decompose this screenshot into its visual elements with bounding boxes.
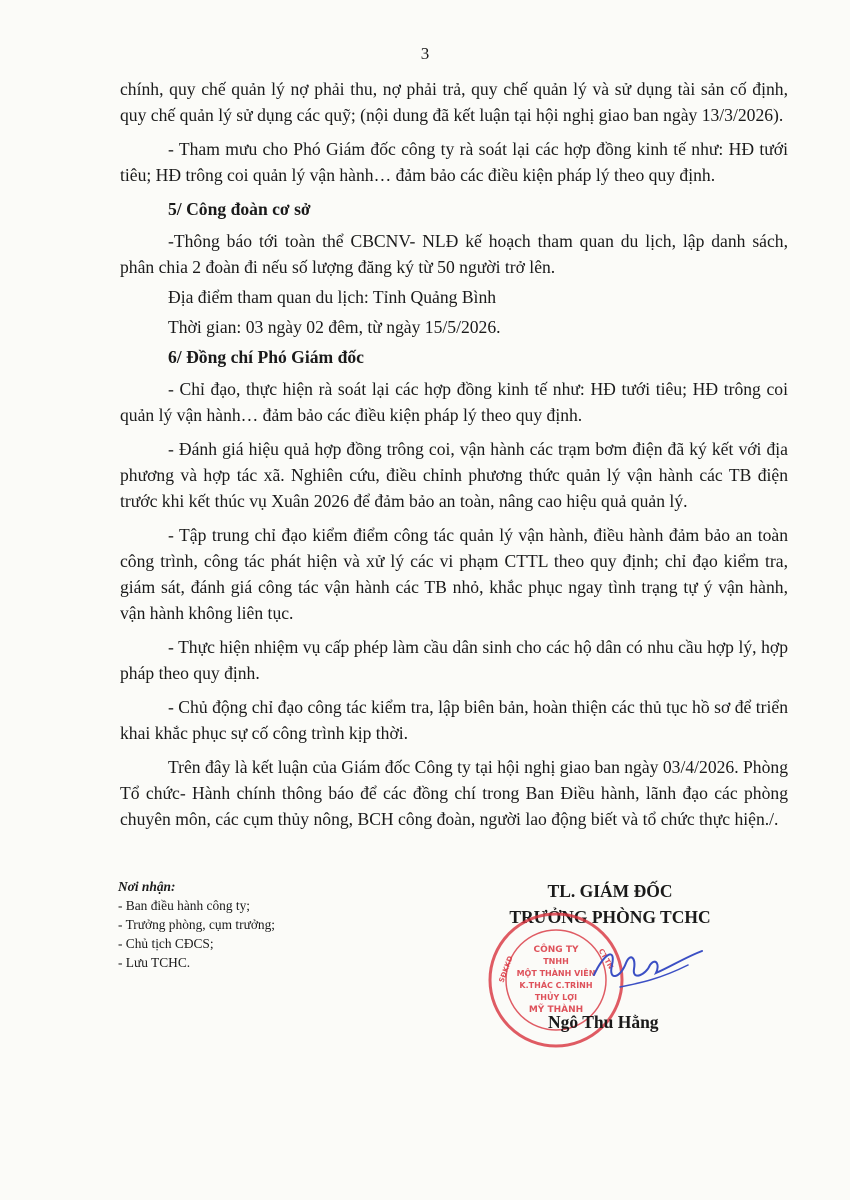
svg-text:TNHH: TNHH [543,957,569,966]
svg-text:SĐKKD: SĐKKD [497,954,515,984]
paragraph-advise-contracts: - Tham mưu cho Phó Giám đốc công ty rà soát lại các hợp đồng kinh tế như: HĐ tưới tiêu; HĐ trông coi quản lý vận hành… đảm bảo các điều kiện pháp lý theo quy định. [120,139,788,185]
recipients-title: Nơi nhận: [118,879,176,894]
document-body [120,76,788,840]
signer-name: Ngô Thu Hằng [548,1012,659,1032]
svg-text:MỘT THÀNH VIÊN: MỘT THÀNH VIÊN [516,969,596,978]
recipients-block [118,877,418,972]
paragraph-union-tour: -Thông báo tới toàn thể CBCNV- NLĐ kế hoạch tham quan du lịch, lập danh sách, phân chia 2 đoàn đi nếu số lượng đăng ký từ 50 người trở lên. [120,231,788,277]
page-number: 3 [420,44,430,63]
section-heading-deputy-director: 6/ Đồng chí Phó Giám đốc [168,347,364,367]
paragraph-review-contracts: - Chỉ đạo, thực hiện rà soát lại các hợp đồng kinh tế như: HĐ tưới tiêu; HĐ trông coi quản lý vận hành… đảm bảo các điều kiện pháp lý theo quy định. [120,379,788,425]
recipient-item: - Ban điều hành công ty; [118,898,251,913]
paragraph-conclusion: Trên đây là kết luận của Giám đốc Công ty tại hội nghị giao ban ngày 03/4/2026. Phòng Tổ chức- Hành chính thông báo để các đồng chí trong Ban Điều hành, lãnh đạo các phòng chuyên môn, các cụm thủy nông, BCH công đoàn, người lao động biết và tổ chức thực hiện./. [120,757,788,829]
svg-text:K.THÁC C.TRÌNH: K.THÁC C.TRÌNH [519,981,593,990]
recipient-item: - Lưu TCHC. [118,955,191,970]
svg-text:THỦY LỢI: THỦY LỢI [534,993,578,1002]
paragraph-tour-time: Thời gian: 03 ngày 02 đêm, từ ngày 15/5/2026. [168,317,501,337]
svg-text:CÔNG TY: CÔNG TY [533,945,579,955]
paragraph-continuation: chính, quy chế quản lý nợ phải thu, nợ phải trả, quy chế quản lý và sử dụng tài sản cố định, quy chế quản lý sử dụng các quỹ; (nội dung đã kết luận tại hội nghị giao ban ngày 13/3/2026). [120,79,788,125]
svg-text:MỸ THÀNH: MỸ THÀNH [528,1005,584,1015]
paragraph-inspection: - Tập trung chỉ đạo kiểm điểm công tác quản lý vận hành, điều hành đảm bảo an toàn công trình, công tác phát hiện và xử lý các vi phạm CTTL theo quy định; chỉ đạo kiểm tra, giám sát, đánh giá công tác vận hành các TB nhỏ, khắc phục ngay tình trạng tự ý vận hành, vận hành không liên tục. [120,525,788,623]
paragraph-tour-location: Địa điểm tham quan du lịch: Tỉnh Quảng Bình [168,287,497,307]
recipient-item: - Chủ tịch CĐCS; [118,936,214,951]
handwritten-signature-icon [590,935,705,1005]
svg-text:CT.TN: CT.TN [596,947,615,971]
paragraph-evaluate-pumps: - Đánh giá hiệu quả hợp đồng trông coi, vận hành các trạm bơm điện đã ký kết với địa phương và hợp tác xã. Nghiên cứu, điều chỉnh phương thức quản lý vận hành các TB điện trước khi kết thúc vụ Xuân 2026 để đảm bảo an toàn, nâng cao hiệu quả quản lý. [120,439,788,511]
signature-title-2: TRƯỞNG PHÒNG TCHC [509,907,711,927]
paragraph-incident-fix: - Chủ động chỉ đạo công tác kiểm tra, lập biên bản, hoàn thiện các thủ tục hồ sơ để triển khai khắc phục sự cố công trình kịp thời. [120,697,788,743]
section-heading-union: 5/ Công đoàn cơ sở [168,199,311,219]
signature-title-1: TL. GIÁM ĐỐC [547,881,673,901]
paragraph-bridge-permits: - Thực hiện nhiệm vụ cấp phép làm cầu dân sinh cho các hộ dân có nhu cầu hợp lý, hợp pháp theo quy định. [120,637,788,683]
recipient-item: - Trưởng phòng, cụm trưởng; [118,917,276,932]
